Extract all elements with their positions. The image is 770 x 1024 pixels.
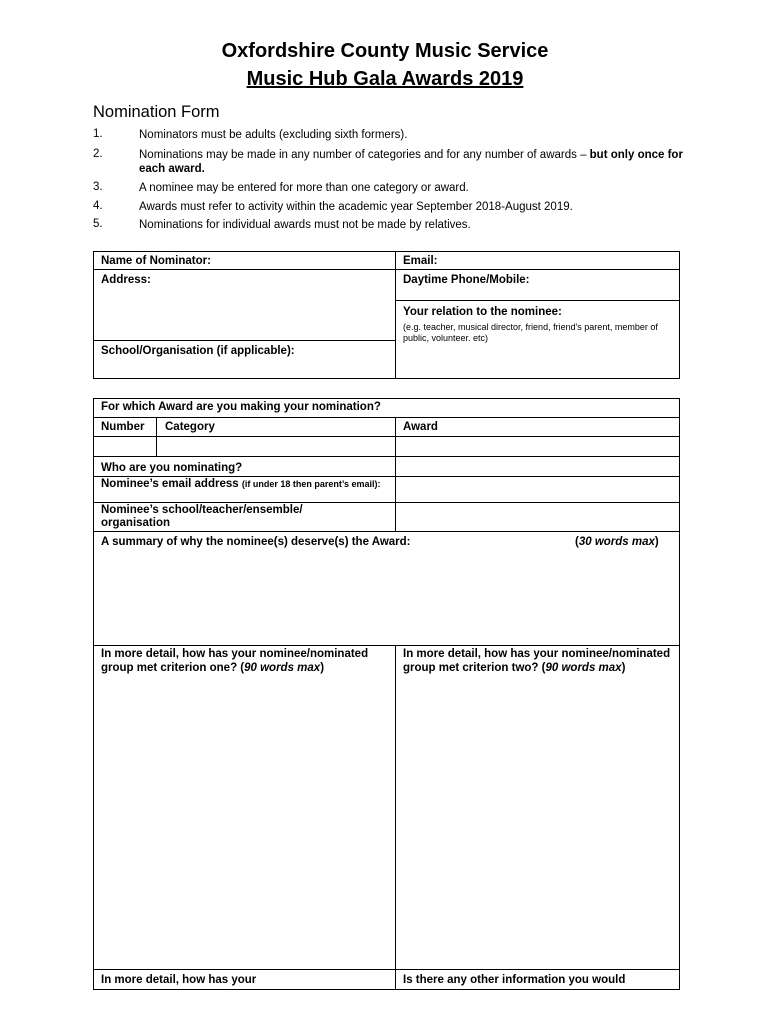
- summary-textarea[interactable]: [95, 552, 678, 644]
- rule-text-bold: but only once for each award.: [139, 149, 683, 175]
- rule-number: 4.: [93, 200, 103, 212]
- category-column-header: Category: [165, 421, 215, 433]
- award-question: For which Award are you making your nomination?: [101, 401, 381, 413]
- other-info-label: Is there any other information you would: [403, 974, 626, 986]
- criterion2-label: In more detail, how has your nominee/nominated group met criterion two?: [403, 648, 671, 674]
- criterion1-textarea[interactable]: [95, 693, 394, 968]
- table-divider: [93, 476, 680, 477]
- criterion1-max: 90 words max: [244, 662, 321, 674]
- criterion2-label-wrap: In more detail, how has your nominee/nominated group met criterion two? (90 words max): [403, 648, 671, 674]
- category-input[interactable]: [158, 438, 394, 455]
- table-divider: [93, 417, 680, 418]
- rule-text: Nominations for individual awards must not be made by relatives.: [139, 219, 471, 231]
- rule-item: [93, 200, 693, 214]
- award-column-header: Award: [403, 421, 438, 433]
- award-input[interactable]: [397, 438, 678, 455]
- criterion2-textarea[interactable]: [397, 693, 678, 968]
- table-border: [93, 251, 680, 252]
- rule-item: [93, 148, 693, 176]
- criterion3-label: In more detail, how has your: [101, 974, 257, 986]
- nominee-name-input[interactable]: [397, 458, 678, 475]
- table-divider: [93, 531, 680, 532]
- criterion1-label-wrap: In more detail, how has your nominee/nominated group met criterion one? (90 words max): [101, 648, 369, 674]
- nominee-email-label: Nominee’s email address: [101, 478, 239, 490]
- phone-label: Daytime Phone/Mobile:: [403, 274, 530, 286]
- form-title: Nomination Form: [93, 103, 220, 121]
- rule-text: A nominee may be entered for more than one category or award.: [139, 182, 469, 194]
- table-border: [679, 398, 680, 990]
- nominee-email-input[interactable]: [397, 478, 678, 501]
- rule-text: Nominations may be made in any number of categories and for any number of awards –: [139, 149, 590, 161]
- summary-label: A summary of why the nominee(s) deserve(s) the Award:: [101, 536, 411, 548]
- summary-max-text: 30 words max: [578, 536, 655, 548]
- table-divider: [93, 502, 680, 503]
- summary-max: (30 words max): [575, 536, 659, 548]
- number-column-header: Number: [101, 421, 145, 433]
- nominator-name-label: Name of Nominator:: [101, 255, 211, 267]
- event-title: Music Hub Gala Awards 2019: [246, 68, 524, 90]
- rule-number: 3.: [93, 181, 103, 193]
- table-divider: [156, 417, 157, 457]
- number-input[interactable]: [95, 438, 155, 455]
- nominee-email-hint: (if under 18 then parent’s email):: [241, 479, 381, 489]
- criterion2-max: 90 words max: [545, 662, 622, 674]
- table-border: [93, 251, 94, 379]
- rule-text-wrap: [139, 148, 684, 176]
- rule-number: 1.: [93, 128, 103, 140]
- rule-item: [93, 128, 693, 142]
- org-title: Oxfordshire County Music Service: [221, 40, 549, 62]
- criterion1-label: In more detail, how has your nominee/nominated group met criterion one?: [101, 648, 369, 674]
- rule-number: 2.: [93, 148, 103, 160]
- rule-text: Awards must refer to activity within the academic year September 2018-August 2019.: [139, 201, 573, 213]
- table-divider: [93, 436, 680, 437]
- table-border: [93, 378, 680, 379]
- table-divider: [395, 251, 396, 379]
- relation-label: Your relation to the nominee:: [403, 306, 562, 318]
- relation-hint: (e.g. teacher, musical director, friend, friend's parent, member of public, volunteer. etc): [403, 322, 658, 343]
- school-label: School/Organisation (if applicable):: [101, 345, 295, 357]
- table-divider: [93, 969, 680, 970]
- who-nominating-label: Who are you nominating?: [101, 462, 243, 474]
- rule-item: [93, 218, 693, 232]
- rule-item: [93, 181, 693, 195]
- table-border: [93, 989, 680, 990]
- table-border: [93, 398, 680, 399]
- nominee-school-input[interactable]: [397, 504, 678, 530]
- table-divider: [395, 417, 396, 532]
- nominee-school-label: Nominee’s school/teacher/ensemble/ organisation: [101, 504, 303, 529]
- table-divider: [93, 645, 680, 646]
- rule-text: Nominators must be adults (excluding sixth formers).: [139, 129, 408, 141]
- address-label: Address:: [101, 274, 151, 286]
- table-divider: [395, 645, 396, 990]
- table-border: [679, 251, 680, 379]
- table-divider: [93, 456, 680, 457]
- table-border: [93, 398, 94, 990]
- rule-number: 5.: [93, 218, 103, 230]
- email-label: Email:: [403, 255, 438, 267]
- nominee-email-label-wrap: [101, 478, 391, 491]
